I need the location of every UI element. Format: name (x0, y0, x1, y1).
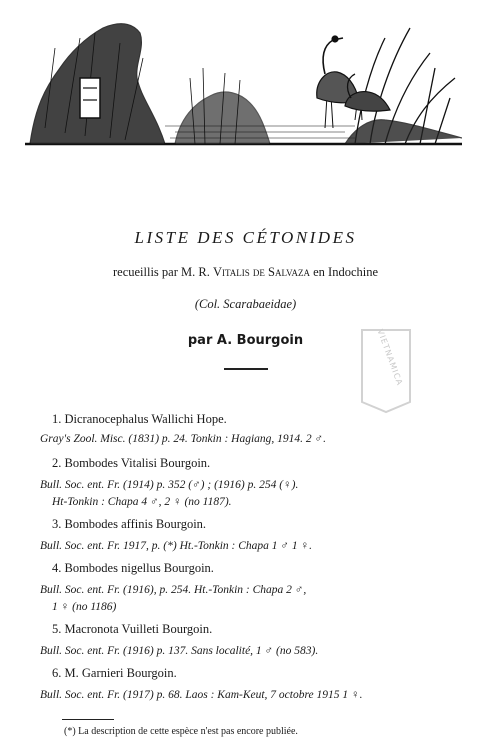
entry-5-reference: Bull. Soc. ent. Fr. (1916) p. 137. Sans localité, 1 ♂ (no 583). (40, 645, 319, 657)
entry-4-reference: Bull. Soc. ent. Fr. (1916), p. 254. Ht.-Tonkin : Chapa 2 ♂, (40, 584, 307, 596)
title-divider (224, 368, 268, 370)
author-line: par A. Bourgoin (187, 333, 304, 348)
library-stamp-watermark: VIETNAMICA (354, 320, 418, 415)
entry-3-reference: Bull. Soc. ent. Fr. 1917, p. (*) Ht.-Tonkin : Chapa 1 ♂ 1 ♀. (40, 540, 313, 552)
article-title: LISTE DES CÉTONIDES (134, 228, 357, 247)
heron-vignette-illustration (25, 8, 462, 148)
entry-2-title: 2. Bombodes Vitalisi Bourgoin. (52, 456, 211, 470)
entry-6-reference: Bull. Soc. ent. Fr. (1917) p. 68. Laos : Kam-Keut, 7 octobre 1915 1 ♀. (40, 689, 363, 701)
entry-2-reference: Bull. Soc. ent. Fr. (1914) p. 352 (♂) ; (1916) p. 254 (♀). (40, 479, 299, 491)
footnote-divider (62, 719, 114, 720)
taxonomic-group: (Col. Scarabaeidae) (194, 297, 297, 311)
footnote: (*) La description de cette espèce n'est pas encore publiée. (64, 726, 298, 737)
entry-5-title: 5. Macronota Vuilleti Bourgoin. (52, 622, 213, 636)
entry-1-reference: Gray's Zool. Misc. (1831) p. 24. Tonkin : Hagiang, 1914. 2 ♂. (40, 433, 327, 445)
entry-4-title: 4. Bombodes nigellus Bourgoin. (52, 561, 214, 575)
entry-1-title: 1. Dicranocephalus Wallichi Hope. (52, 412, 227, 426)
entry-2-reference-cont: Ht-Tonkin : Chapa 4 ♂, 2 ♀ (no 1187). (52, 496, 232, 508)
article-subtitle: recueillis par M. R. Vitalis de Salvaza en Indochine (112, 265, 379, 279)
entry-4-reference-cont: 1 ♀ (no 1186) (52, 601, 117, 613)
entry-6-title: 6. M. Garnieri Bourgoin. (52, 666, 177, 680)
entry-3-title: 3. Bombodes affinis Bourgoin. (52, 517, 207, 531)
collector-name: Vitalis de Salvaza (212, 265, 310, 279)
